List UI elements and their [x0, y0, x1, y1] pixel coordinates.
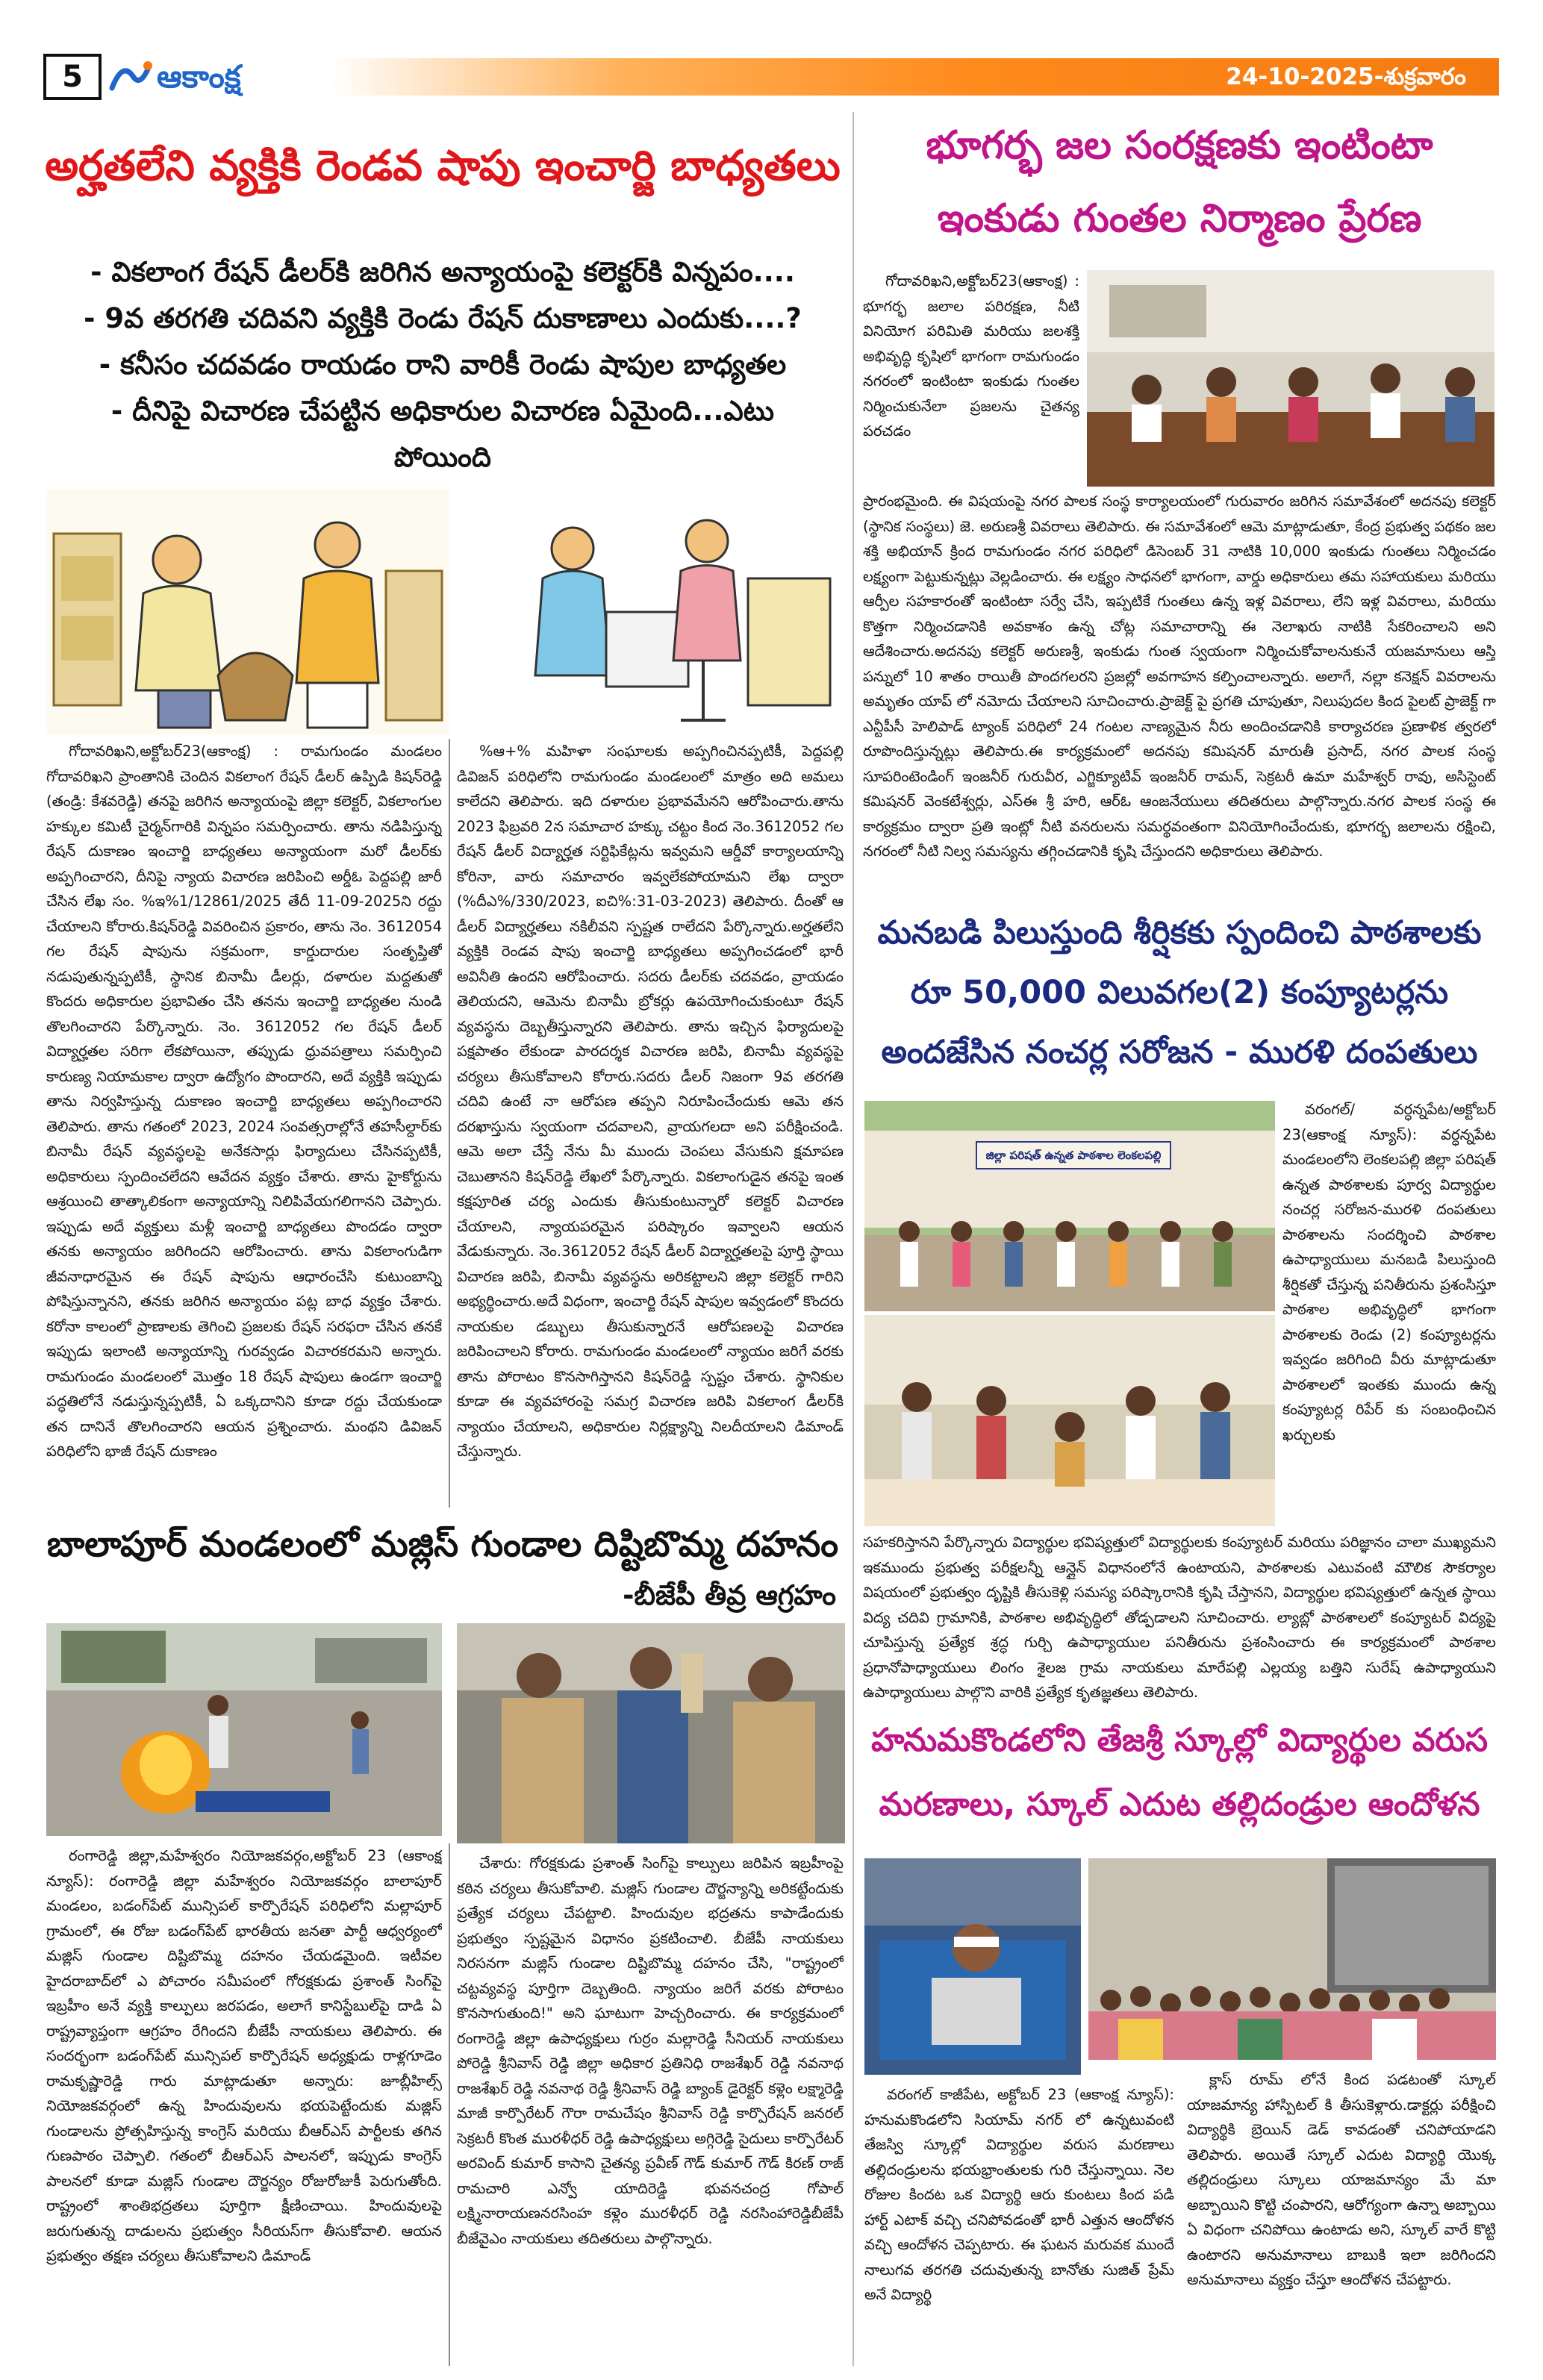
story4-side-text: వరంగల్/ వర్ధన్నపేట/అక్టోబర్ 23(ఆకాంక్ష న్యూస్): వర్ధన్నపేట మండలంలోని లెంకలపల్లి జిల్లా పరిషత్ ఉన్నత పాఠశాలకు పూర్వ విద్యార్థుల నంచర్ల సరోజన-మురళి దంపతులు పాఠశాలను సందర్శించి పాఠశాల ఉపాధ్యాయులు మనబడి పిలుస్తుంది శీర్షికతో చేస్తున్న పనితీరును ప్రశంసిస్తూ పాఠశాల అభివృద్ధిలో భాగంగా పాఠశాలకు రెండు (2) కంప్యూటర్లను ఇవ్వడం జరిగింది వీరు మాట్లాడుతూ పాఠశాలలో ఇంతకు ముందు ఉన్న కంప్యూటర్ల రిపేర్ కు సంబంధించిన ఖర్చులకు [1282, 1101, 1496, 1443]
ration-shop-illustration-left [46, 489, 449, 735]
story1-subhead-5: పోయింది [393, 441, 492, 473]
story2-column-2: చేశారు: గోరక్షకుడు ప్రశాంత్ సింగ్‌పై కాల్పులు జరిపిన ఇబ్రహీంపై కఠిన చర్యలు తీసుకోవాలి. మజ్లిస్ గుండాల దౌర్జన్యాన్ని అరికట్టేందుకు ప్రత్యేక చర్యలు చేపట్టాలి. హిందువుల భద్రతను కాపాడేందుకు ప్రభుత్వం స్పష్టమైన విధానం ప్రకటించాలి. బీజేపీ నాయకులు నిరసనగా మజ్లిస్ గుండాల దిష్టిబొమ్మ దహనం చేసి, "రాష్ట్రంలో చట్టవ్యవస్థ పూర్తిగా దెబ్బతింది. న్యాయం జరిగే వరకు పోరాటం కొనసాగుతుంది!" అని ఘాటుగా హెచ్చరించారు. ఈ కార్యక్రమంలో రంగారెడ్డి జిల్లా ఉపాధ్యక్షులు గుర్రం మల్లారెడ్డి సీనియర్ నాయకులు పోరెడ్డి శ్రీనివాస్ రెడ్డి జిల్లా అధికార ప్రతినిధి రాజశేఖర్ రెడ్డి నవనాథ రాజశేఖర్ రెడ్డి నవనాథ రెడ్డి శ్రీనివాస్ రెడ్డి బ్యాంక్ డైరెక్టర్ కళ్లెం లక్ష్మారెడ్డి మాజీ కార్పొరేటర్ గౌరా రామచేషం శ్రీనివాస్ రెడ్డి కార్పొరేషన్ జనరల్ సెక్రటరీ కొంత మురళీధర్ రెడ్డి ఉపాధ్యక్షులు అగ్గిరెడ్డి సైదులు కార్పొరేటర్ అరవింద్ కుమార్ కాసాని చైతన్య ప్రవీణ్ గౌడ్ కుమార్ గౌడ్ కిరణ్ రాజ్ రామచారి ఎన్వో యాదిరెడ్డి భువనచంద్ర గోపాల్ లక్ష్మినారాయణనరసింహ కళ్లెం మురళీధర్ రెడ్డి నరసింహారెడ్డిబీజేపీ బీజేవైఎం నాయకులు తదితరులు పాల్గొన్నారు. [457, 1855, 844, 2247]
issue-date: 24-10-2025-శుక్రవారం [1226, 63, 1466, 90]
story1-subhead-3: - కనీసం చదవడం రాయడం రాని వారికీ రెండు షాపుల బాధ్యతల [99, 349, 787, 381]
story4-body: సహకరిస్తానని పేర్కొన్నారు విద్యార్థుల భవిష్యత్తులో విద్యార్థులకు కంప్యూటర్ మరియు పరిజ్ఞానం చాలా ముఖ్యమని ఇకముందు ప్రభుత్వ పరీక్షలన్నీ ఆన్లైన్ విధానంలోనే ఉంటాయని, పాఠశాలకు ఎటువంటి మౌలిక సౌకర్యాల విషయంలో ప్రభుత్వం దృష్టికి తీసుకెళ్లి సమస్య పరిష్కారానికి కృషి చేస్తానని, విద్యార్థుల భవిష్యత్తులో ఉన్నత స్థాయి విద్య చదివి గ్రామానికి, పాఠశాల అభివృద్ధిలో తోడ్పడాలని సూచించారు. ల్యాబ్లో పాఠశాలలో కంప్యూటర్ విద్యపై చూపిస్తున్న ప్రత్యేక శ్రద్ధ గుర్చి ఉపాధ్యాయుల పనితీరును ప్రశంసించారు ఈ కార్యక్రమంలో పాఠశాల ప్రధానోపాధ్యాయులు లింగం శైలజ గ్రామ నాయకులు మారేపల్లి ఎల్లయ్య బత్తిని సురేష్ ఉపాధ్యాయుని ఉపాధ్యాయులు పాల్గొని వారికి ప్రత్యేక కృతజ్ఞతలు తెలిపారు. [863, 1534, 1496, 1701]
page-header [43, 54, 1499, 100]
school-computer-donation-photo-2 [864, 1315, 1275, 1526]
story3-body: ప్రారంభమైంది. ఈ విషయంపై నగర పాలక సంస్థ కార్యాలయంలో గురువారం జరిగిన సమావేశంలో అదనపు కలెక్టర్ (స్థానిక సంస్థలు) జె. అరుణశ్రీ వివరాలు తెలిపారు. ఈ సమావేశంలో ఆమె మాట్లాడుతూ, కేంద్ర ప్రభుత్వ పథకం జల శక్తి అభియాన్ క్రింద రామగుండం నగర పరిధిలో డిసెంబర్ 31 నాటికి 10,000 ఇంకుడు గుంతలు నిర్మించడం లక్ష్యంగా పెట్టుకున్నట్లు వెల్లడించారు. ఈ లక్ష్యం సాధనలో భాగంగా, వార్డు అధికారులు తమ సహాయకులు మరియు ఆర్పీల సహకారంతో ఇంటింటా సర్వే చేసి, ఇప్పటికే గుంతలు ఉన్న ఇళ్ల వివరాలు, లేని ఇళ్ల వివరాలు, మరియు కొత్తగా నిర్మించడానికి అవకాశం ఉన్న చోట్ల సమాచారాన్ని ఈ నెలాఖరు నాటికి సేకరించాలని అని ఆదేశించారు.అదనపు కలెక్టర్ అరుణశ్రీ, ఇంకుడు గుంత స్వయంగా నిర్మించుకోవాలనుకునే యజమానులు ఆస్తి పన్నులో 10 శాతం రాయితీ పొందగలరని ప్రజల్లో అవగాహన కల్పించాలన్నారు. అలాగే, నల్లా కనెక్షన్ వివరాలను అమృతం యాప్ లో నమోదు చేయాలని సూచించారు.ప్రాజెక్ట్ పై ప్రగతి చూపుతూ, నిలుపుదల కింద పైలట్ ప్రాజెక్ట్ గా ఎన్టీపీసీ హెలిపాడ్ ట్యాంక్ పరిధిలో 24 గంటల నాణ్యమైన నీరు అందించడానికి కార్యాచరణ ప్రణాళిక త్వరలో రూపొందిస్తున్నట్లు తెలిపారు.ఈ కార్యక్రమంలో అదనపు కమిషనర్ మారుతీ ప్రసాద్, నగర పాలక సంస్థ సూపరింటెండింగ్ ఇంజనీర్ గురువీర, ఎగ్జిక్యూటివ్ ఇంజనీర్ రామన్, సెక్రటరీ ఉమా మహేశ్వర్ రావు, అసిస్టెంట్ కమిషనర్ వెంకటేశ్వర్లు, ఎస్ఈ శ్రీ హరి, ఆర్ఓ ఆంజనేయులు తదితరులు పాల్గొన్నారు.నగర పాలక సంస్థ ఈ కార్యక్రమం ద్వారా ప్రతి ఇంట్లో నీటి వనరులను సమర్థవంతంగా వినియోగించేందుకు, భూగర్భ జలాలను రక్షించి, నగరంలో నీటి నిల్వ సమస్యను తగ్గించడానికి కృషి చేస్తుందని అధికారులు తెలిపారు. [863, 493, 1496, 860]
story1-column-2: %ఆ+% మహిళా సంఘాలకు అప్పగించినప్పటికీ, పెద్దపల్లి డివిజన్ పరిధిలోని రామగుండం మండలంలో మాత్రం అది అమలు కాలేదని తెలిపారు. ఇది దళారుల ప్రభావమేనని ఆరోపించారు.తాను 2023 ఫిబ్రవరి 2న సమాచార హక్కు చట్టం కింద నెం.3612052 గల రేషన్ డీలర్ విద్యార్హత సర్టిఫికేట్లను ఇవ్వమని ఆర్డీవో కార్యాలయాన్ని కోరినా, వారు సమాచారం ఇవ్వలేకపోయామని లేఖ ద్వారా (%దీఎ%/330/2023, ఐచి%:31-03-2023) తెలిపారు. దీంతో ఆ డీలర్ విద్యార్హతలు నకిలీవని స్పష్టత రాలేదని పేర్కొన్నారు.అర్హతలేని వ్యక్తికి రెండవ షాపు ఇంచార్జి బాధ్యతలు అప్పగించడంలో భారీ అవినీతి ఉందని ఆరోపించారు. సదరు డీలర్‌కు చదవడం, వ్రాయడం తెలియదని, ఆమెను బినామీ బ్రోకర్లు ఉపయోగించుకుంటూ రేషన్ వ్యవస్థను దెబ్బతీస్తున్నారని తెలిపారు. తాను ఇచ్చిన ఫిర్యాదులపై పక్షపాతం లేకుండా పారదర్శక విచారణ జరిపి, బినామీ వ్యవస్థపై చర్యలు తీసుకోవాలని కోరారు.సదరు డీలర్ నిజంగా 9వ తరగతి చదివి ఉంటే నా ఆరోపణ తప్పని నిరూపించేందుకు ఆమె తన దరఖాస్తును స్వయంగా చదవాలని, వ్రాయగలదా అని పరీక్షించండి. ఆమె అలా చేస్తే నేను మీ ముందు చెంపలు వేసుకుని క్షమాపణ చెబుతానని కిషన్‌రెడ్డి లేఖలో పేర్కొన్నారు. వికలాంగుడైన తనపై ఇంత కక్షపూరిత చర్య ఎందుకు తీసుకుంటున్నారో కలెక్టర్ విచారణ చేయాలని, న్యాయపరమైన పరిష్కారం ఇవ్వాలని ఆయన వేడుకున్నారు. నెం.3612052 రేషన్ డీలర్ విద్యార్హతలపై పూర్తి స్థాయి విచారణ జరిపి, బినామీ వ్యవస్థను అరికట్టాలని జిల్లా కలెక్టర్ గారిని అభ్యర్థించారు.అదే విధంగా, ఇంచార్జి రేషన్ షాపుల ఇవ్వడంలో కొందరు నాయకుల డబ్బులు తీసుకున్నారనే ఆరోపణలపై విచారణ జరిపించాలని కోరారు. రామగుండం మండలంలో న్యాయం జరిగే వరకు తాను పోరాటం కొనసాగిస్తానని కిషన్‌రెడ్డి స్పష్టం చేశారు. స్థానికుల కూడా ఈ వ్యవహారంపై సమగ్ర విచారణ జరిపి వికలాంగ డీలర్‌కి న్యాయం చేయాలని, అధికారుల నిర్లక్ష్యాన్ని నిలదీయాలని డిమాండ్ చేస్తున్నారు. [457, 743, 844, 1460]
story3-headline-line1: భూగర్భ జల సంరక్షణకు ఇంటింటా [926, 123, 1433, 168]
school-computer-donation-photo-1 [864, 1101, 1275, 1311]
story2-byline: -బీజేపీ తీవ్ర ఆగ్రహం [623, 1579, 836, 1611]
water-meeting-photo [1087, 270, 1494, 487]
story4-headline-line1: మనబడి పిలుస్తుంది శీర్షికకు స్పందించి పాఠశాలకు [877, 914, 1482, 952]
akanksha-logo-icon [107, 58, 154, 96]
story3-lead: గోదావరిఖని,అక్టోబర్23(ఆకాంక్ష) : భూగర్భ జలాల పరిరక్షణ, నీటి వినియోగ పరిమితి మరియు జలశక్తి అభివృద్ధి కృషిలో భాగంగా రామగుండం నగరంలో ఇంటింటా ఇంకుడు గుంతల నిర్మించుకునేలా ప్రజలను చైతన్య పరచడం [863, 272, 1079, 440]
story5-column-1: వరంగల్ కాజీపేట, అక్టోబర్ 23 (ఆకాంక్ష న్యూస్): హనుమకొండలోని సియామ్ నగర్ లో ఉన్నటువంటి తేజస్వి స్కూల్లో విద్యార్థుల వరుస మరణాలు తల్లిదండ్రులను భయభ్రాంతులకు గురి చేస్తున్నాయి. నెల రోజుల కిందట ఒక విద్యార్థి ఆరు కుంటలు కింద పడి హార్ట్ ఎటాక్ వచ్చి చనిపోవడంతో భారీ ఎత్తున ఆందోళన వచ్చి ఆందోళన చెప్పటారు. ఈ ఘటన మరువక ముందే నాలుగవ తరగతి చదువుతున్న బానోతు సుజిత్ ప్రేమ్ అనే విద్యార్థి [864, 2086, 1174, 2303]
story1-headline: అర్హతలేని వ్యక్తికి రెండవ షాపు ఇంచార్జి బాధ్యతలు [45, 142, 841, 190]
paper-logo [105, 55, 321, 99]
story1-column-divider [449, 739, 450, 1508]
story2-headline: బాలాపూర్ మండలంలో మజ్లిస్ గుండాల దిష్టిబొమ్మ దహనం [46, 1524, 839, 1565]
story1-column-1: గోదావరిఖని,అక్టోబర్23(ఆకాంక్ష) : రామగుండం మండలం గోదావరిఖని ప్రాంతానికి చెందిన వికలాంగ రేషన్ డీలర్ ఉప్పిడి కిషన్‌రెడ్డి (తండ్రి: కేశవరెడ్డి) తనపై జరిగిన అన్యాయంపై జిల్లా కలెక్టర్, వికలాంగుల హక్కుల కమిటీ చైర్మన్‌గారికి విన్నపం సమర్పించారు. తాను నడిపిస్తున్న రేషన్ దుకాణం ఇంచార్జి బాధ్యతలు అన్యాయంగా మరో డీలర్‌కు అప్పగించారని, దీనిపై న్యాయ విచారణ జరిపించి అర్డీఓ పెద్దపల్లి జారీ చేసిన లేఖ సం. %ఇ%1/12861/2025 తేదీ 11-09-2025ని రద్దు చేయాలని కోరారు.కిషన్‌రెడ్డి వివరించిన ప్రకారం, తాను నెం. 3612054 గల రేషన్ షాపును సక్రమంగా, కార్డుదారుల సంతృప్తితో నడుపుతున్నప్పటికీ, స్థానిక బినామీ డీలర్లు, దళారుల మద్దతుతో కొందరు అధికారుల ప్రభావితం చేసి తనను ఇంచార్జి బాధ్యతల నుండి తొలగించారని పేర్కొన్నారు. నెం. 3612052 గల రేషన్ డీలర్ విద్యార్హతల సరిగా లేకపోయినా, తప్పుడు ధ్రువపత్రాలు సమర్పించి కారుణ్య నియామకాల ద్వారా ఉద్యోగం పొందారని, అదే వ్యక్తికి ఇప్పుడు తాను నిర్వహిస్తున్న దుకాణం ఇంచార్జి బాధ్యతలు అప్పగించారని తెలిపారు. తాను గతంలో 2023, 2024 సంవత్సరాల్లోనే తహసీల్దార్‌కు బినామీ రేషన్ వ్యవస్థలపై అనేకసార్లు ఫిర్యాదులు చేసినప్పటికీ, అధికారులు స్పందించలేదని ఆవేదన వ్యక్తం చేశారు. తాను హైకోర్టును ఆశ్రయించి తాత్కాలికంగా అన్యాయాన్ని నిలిపివేయగలిగానని చెప్పారు. ఇప్పుడు అదే వ్యక్తులు మళ్లీ ఇంచార్జి బాధ్యతలు పొందడం ద్వారా తనకు అన్యాయం జరిగిందని ఆరోపించారు. తాను వికలాంగుడిగా జీవనాధారమైన ఈ రేషన్ షాపును ఆధారంచేసి కుటుంబాన్ని పోషిస్తున్నానని, తనకు జరిగిన అన్యాయం పట్ల బాధ వ్యక్తం చేశారు. కరోనా కాలంలో ప్రాణాలకు తెగించి ప్రజలకు రేషన్ సరఫరా చేసిన తనకే ఇప్పుడు ఇలాంటి అన్యాయాన్ని గురవ్వడం విచారకరమని అన్నారు. రామగుండం మండలంలో మొత్తం 18 రేషన్ షాపులు ఉండగా ఇంచార్జి పద్ధతిలోనే నడుస్తున్నప్పటికీ, ఏ ఒక్కదానిని కూడా రద్దు చేయకుండా తన దానినే తొలగించారని ఆయన ప్రశ్నించారు. మంథని డివిజన్ పరిధిలోని భాజీ రేషన్ దుకాణం [46, 743, 442, 1460]
hospital-student-photo [864, 1858, 1081, 2075]
page-number: 5 [43, 54, 102, 100]
paper-name: ఆకాంక్ష [157, 58, 241, 95]
story4-headline-line2: రూ 50,000 విలువగల(2) కంప్యూటర్లను [910, 974, 1449, 1011]
police-protest-photo [457, 1623, 845, 1843]
effigy-burning-photo [46, 1623, 442, 1836]
ration-shop-illustration-right [457, 489, 845, 735]
story5-headline-line1: హనుమకొండలోని తేజశ్రీ స్కూల్లో విద్యార్థుల వరుస [870, 1722, 1489, 1759]
story1-subhead-2: - 9వ తరగతి చదివని వ్యక్తికి రెండు రేషన్ దుకాణాలు ఎందుకు....? [84, 302, 802, 334]
story5-headline-line2: మరణాలు, స్కూల్ ఎదుట తల్లిదండ్రుల ఆందోళన [879, 1786, 1480, 1823]
school-protest-photo [1088, 1858, 1496, 2060]
story4-headline-line3: అందజేసిన నంచర్ల సరోజన - మురళి దంపతులు [881, 1034, 1478, 1071]
story1-subhead-4: - దీనిపై విచారణ చేపట్టిన అధికారుల విచారణ ఏమైంది...ఎటు [110, 395, 775, 427]
story3-headline-line2: ఇంకుడు గుంతల నిర్మాణం ప్రేరణ [937, 196, 1422, 241]
story2-column-1: రంగారెడ్డి జిల్లా,మహేశ్వరం నియోజకవర్గం,అక్టోబర్ 23 (ఆకాంక్ష న్యూస్): రంగారెడ్డి జిల్లా మహేశ్వరం నియోజకవర్గం బాలాపూర్ మండలం, బడంగ్‌పేట్ మున్సిపల్ కార్పొరేషన్ పరిధిలోని మల్లాపూర్ గ్రామంలో, ఈ రోజు బడంగ్‌పేట్ భారతీయ జనతా పార్టీ ఆధ్వర్యంలో మజ్లిస్ గుండాల దిష్టిబొమ్మ దహనం చేయడమైంది. ఇటీవల హైదరాబాద్‌లో ఎ పోచారం సమీపంలో గోరక్షకుడు ప్రశాంత్ సింగ్‌పై ఇబ్రహీం అనే వ్యక్తి కాల్పులు జరపడం, అలాగే కానిస్టేబుల్‌పై దాడి ఏ రాష్ట్రవ్యాప్తంగా ఆగ్రహం రేగిందని బీజేపీ నాయకులు తెలిపారు. ఈ సందర్భంగా బడంగ్‌పేట్ మున్సిపల్ కార్పొరేషన్ అధ్యక్షుడు రాళ్లగూడెం రామకృష్ణారెడ్డి గారు మాట్లాడుతూ అన్నారు: జూబ్లీహిల్స్ నియోజకవర్గంలో ఉన్న హిందువులను భయపెట్టేందుకు మజ్లిస్ గుండాలను ప్రోత్సహిస్తున్న కాంగ్రెస్ మరియు బీఆర్ఎస్ పార్టీలకు తగిన గుణపాఠం చెప్పాలి. గతంలో బీఆర్ఎస్ పాలనలో, ఇప్పుడు కాంగ్రెస్ పాలనలో కూడా మజ్లిస్ గుండాల దౌర్జన్యం రోజురోజుకీ పెరుగుతోంది. రాష్ట్రంలో శాంతిభద్రతలు పూర్తిగా క్షీణించాయి. హిందువులపై జరుగుతున్న దాడులను ప్రభుత్వం సీరియస్‌గా తీసుకోవాలి. ఆయన ప్రభుత్వం తక్షణ చర్యలు తీసుకోవాలని డిమాండ్ [46, 1847, 442, 2264]
school-sign-text: జిల్లా పరిషత్ ఉన్నత పాఠశాల లెంకలపల్లి [985, 1149, 1162, 1162]
story5-column-2: క్లాస్ రూమ్ లోనే కింద పడటంతో స్కూల్ యాజమాన్య హాస్పిటల్ కి తీసుకెళ్లారు.డాక్టర్లు పరీక్షించి విద్యార్థికి బ్రెయిన్ డెడ్ కావడంతో చనిపోయాడని తెలిపారు. అయితే స్కూల్ ఎదుట విద్యార్థి యొక్క తల్లిదండ్రులు స్కూలు యాజమాన్యం మే మా అబ్బాయిని కొట్టి చంపారని, ఆరోగ్యంగా ఉన్నా అబ్బాయి ఏ విధంగా చనిపోయి ఉంటాడు అని, స్కూల్ వారే కొట్టి ఉంటారని అనుమానాలు బాబుకి ఇలా జరిగిందని అనుమానాలు వ్యక్తం చేస్తూ ఆందోళన చేపట్టారు. [1187, 2071, 1496, 2288]
story1-subhead-1: - వికలాంగ రేషన్ డీలర్‌కి జరిగిన అన్యాయంపై కలెక్టర్‌కి విన్నపం.... [90, 256, 795, 288]
story2-column-divider [449, 1843, 450, 2366]
main-column-divider [852, 112, 854, 2366]
